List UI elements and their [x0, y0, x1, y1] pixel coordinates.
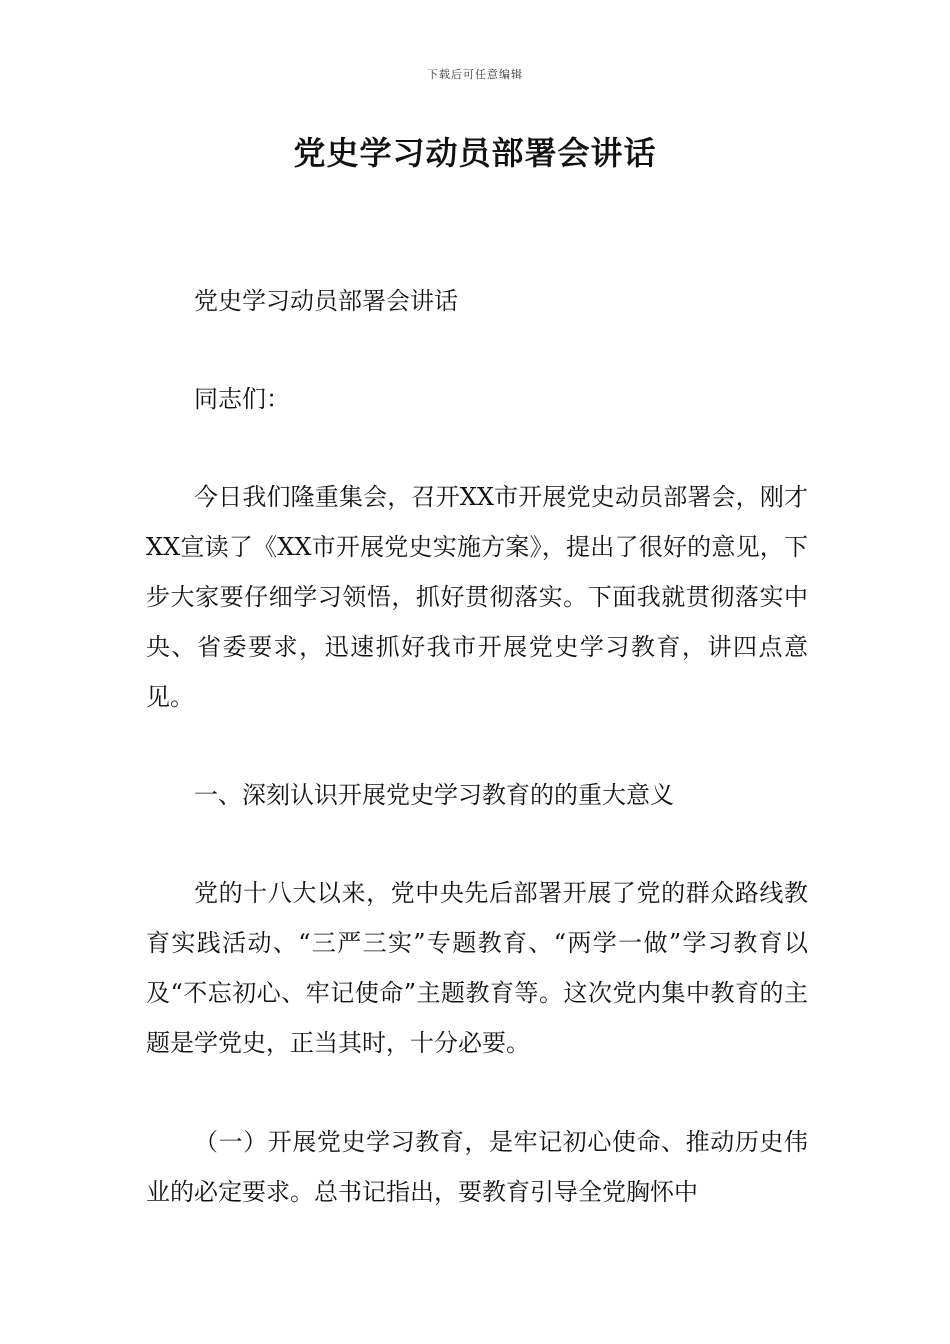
- section-heading-1: 一、深刻认识开展党史学习教育的的重大意义: [194, 781, 674, 809]
- paragraph-body-1: 党的十八大以来，党中央先后部署开展了党的群众路线教育实践活动、“三严三实”专题教育、“两学一做”学习教育以及“不忘初心、牢记使命”主题教育等。这次党内集中教育的主题是学党史，正当其时，十分必要。: [146, 879, 808, 1057]
- document-title: 党史学习动员部署会讲话: [293, 134, 657, 172]
- paragraph-salutation: 同志们：: [194, 385, 290, 413]
- paragraph-subtitle: 党史学习动员部署会讲话: [194, 287, 458, 315]
- paragraph-intro: 今日我们隆重集会，召开XX市开展党史动员部署会，刚才XX宣读了《XX市开展党史实施方案》，提出了很好的意见，下步大家要仔细学习领悟，抓好贯彻落实。下面我就贯彻落实中央、省委要求，迅速抓好我市开展党史学习教育，讲四点意见。: [146, 483, 808, 711]
- paragraph-body-2: （一）开展党史学习教育，是牢记初心使命、推动历史伟业的必定要求。总书记指出，要教育引导全党胸怀中: [146, 1128, 808, 1206]
- header-note: 下载后可任意编辑: [427, 68, 523, 81]
